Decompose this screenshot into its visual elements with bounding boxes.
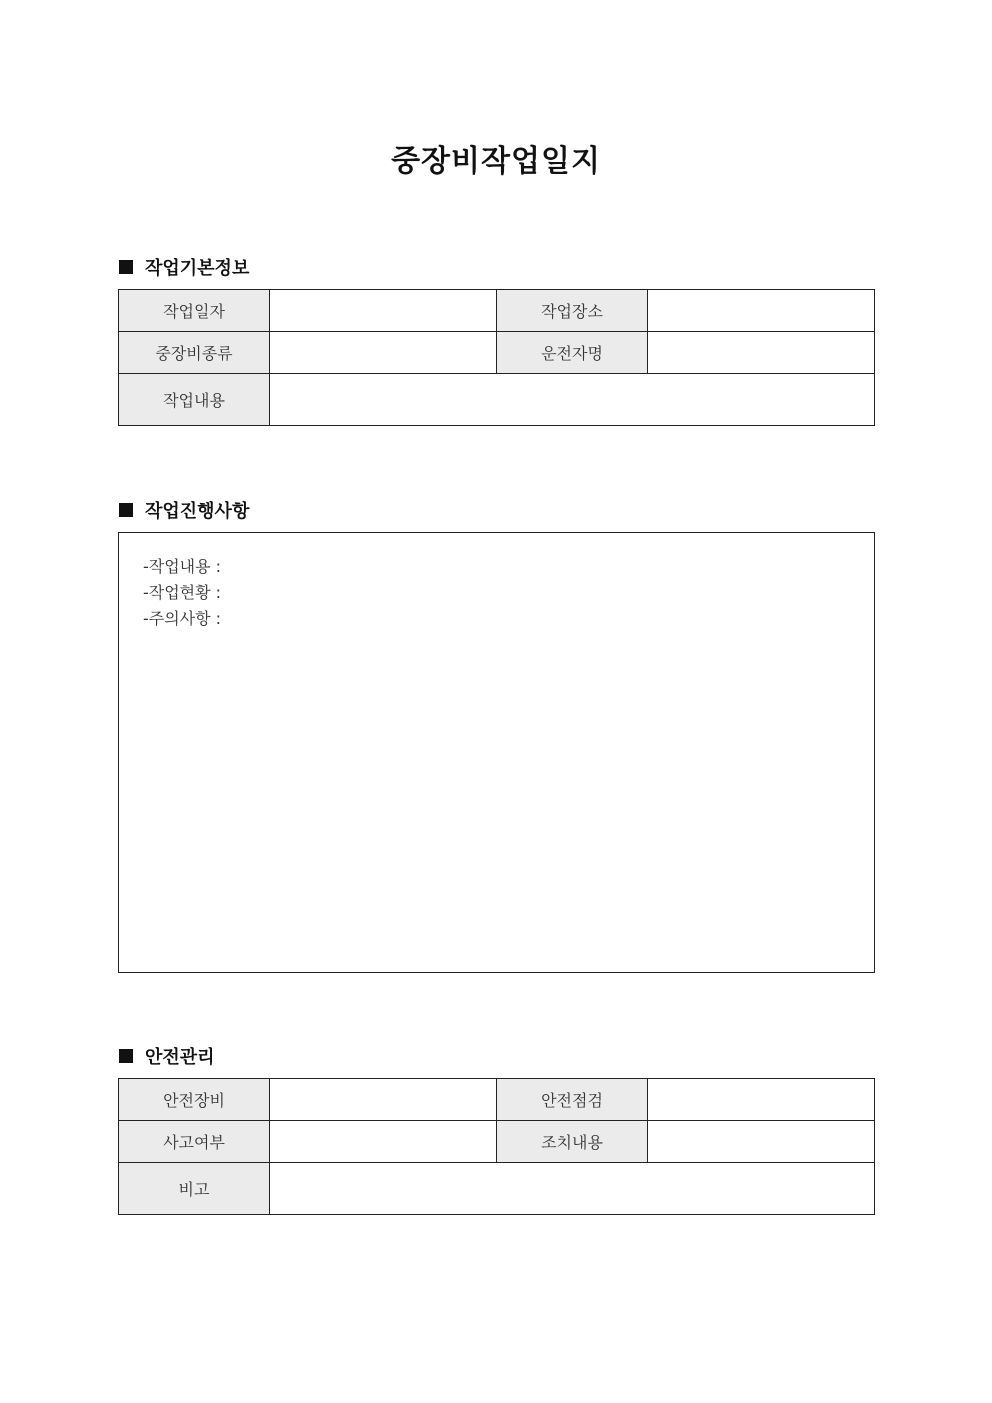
safety-check-label: 안전점검 <box>497 1079 648 1121</box>
action-label: 조치내용 <box>497 1121 648 1163</box>
work-date-label: 작업일자 <box>119 290 270 332</box>
action-field[interactable] <box>648 1121 875 1163</box>
document-title: 중장비작업일지 <box>391 144 601 179</box>
work-date-field[interactable] <box>270 290 497 332</box>
driver-name-field[interactable] <box>648 332 875 374</box>
section-heading-basic <box>119 254 249 280</box>
section-heading-label: 안전관리 <box>145 1047 215 1068</box>
work-content-label: 작업내용 <box>119 374 270 426</box>
square-bullet-icon <box>119 260 133 274</box>
safety-table <box>118 1078 875 1215</box>
accident-label: 사고여부 <box>119 1121 270 1163</box>
driver-name-label: 운전자명 <box>497 332 648 374</box>
section-heading-label: 작업진행사항 <box>145 501 250 522</box>
basic-info-table <box>118 289 875 426</box>
progress-line-work-content: -작업내용 : <box>143 557 222 576</box>
equipment-type-label: 중장비종류 <box>119 332 270 374</box>
work-place-field[interactable] <box>648 290 875 332</box>
safety-check-field[interactable] <box>648 1079 875 1121</box>
remarks-label: 비고 <box>119 1163 270 1215</box>
progress-line-precautions: -주의사항 : <box>143 609 222 628</box>
safety-equipment-field[interactable] <box>270 1079 497 1121</box>
progress-textbox[interactable] <box>118 532 875 973</box>
progress-line-work-status: -작업현황 : <box>143 583 222 602</box>
square-bullet-icon <box>119 503 133 517</box>
remarks-field[interactable] <box>270 1163 875 1215</box>
section-heading-safety <box>119 1043 215 1069</box>
work-place-label: 작업장소 <box>497 290 648 332</box>
equipment-type-field[interactable] <box>270 332 497 374</box>
square-bullet-icon <box>119 1049 133 1063</box>
section-heading-label: 작업기본정보 <box>145 258 250 279</box>
safety-equipment-label: 안전장비 <box>119 1079 270 1121</box>
work-content-field[interactable] <box>270 374 875 426</box>
accident-field[interactable] <box>270 1121 497 1163</box>
section-heading-progress <box>119 497 249 523</box>
